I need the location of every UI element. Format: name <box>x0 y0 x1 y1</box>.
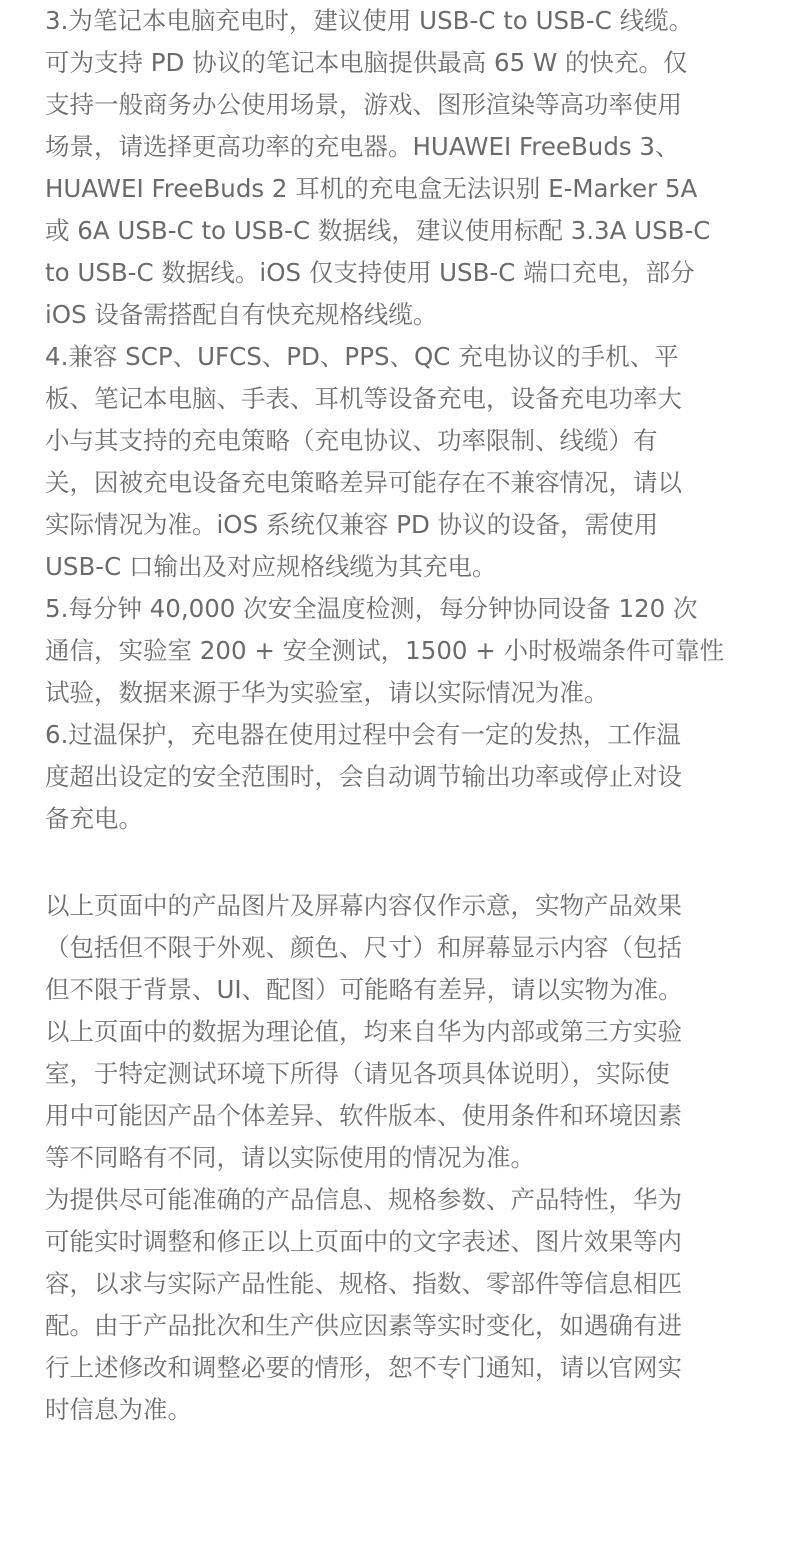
text-line: 行上述修改和调整必要的情形，恕不专门通知，请以官网实 <box>45 1353 682 1382</box>
text-line: 度超出设定的安全范围时，会自动调节输出功率或停止对设 <box>45 762 682 791</box>
text-line: （包括但不限于外观、颜色、尺寸）和屏幕显示内容（包括 <box>45 933 682 962</box>
footnotes-section <box>45 0 724 840</box>
text-line: 小与其支持的充电策略（充电协议、功率限制、线缆）有 <box>45 426 658 455</box>
text-line: 关，因被充电设备充电策略差异可能存在不兼容情况，请以 <box>45 468 682 497</box>
text-line: 试验，数据来源于华为实验室，请以实际情况为准。 <box>45 678 609 707</box>
text-line: HUAWEI FreeBuds 2 耳机的充电盒无法识别 E-Marker 5A <box>45 174 698 203</box>
text-line: 以上页面中的产品图片及屏幕内容仅作示意，实物产品效果 <box>45 891 682 920</box>
text-line: 容，以求与实际产品性能、规格、指数、零部件等信息相匹 <box>45 1269 682 1298</box>
footnote-paragraph <box>45 588 724 714</box>
text-line: 配。由于产品批次和生产供应因素等实时变化，如遇确有进 <box>45 1311 682 1340</box>
text-line: to USB-C 数据线。iOS 仅支持使用 USB-C 端口充电，部分 <box>45 258 695 287</box>
text-line: 场景，请选择更高功率的充电器。HUAWEI FreeBuds 3、 <box>45 132 680 161</box>
footnote-paragraph <box>45 714 724 840</box>
text-line: 但不限于背景、UI、配图）可能略有差异，请以实物为准。 <box>45 975 683 1004</box>
text-line: 备充电。 <box>45 804 143 833</box>
text-line: 可能实时调整和修正以上页面中的文字表述、图片效果等内 <box>45 1227 682 1256</box>
text-line: 6.过温保护，充电器在使用过程中会有一定的发热，工作温 <box>45 720 681 749</box>
text-line: 通信，实验室 200 + 安全测试，1500 + 小时极端条件可靠性 <box>45 636 725 665</box>
footnote-paragraph <box>45 336 724 588</box>
text-line: 5.每分钟 40,000 次安全温度检测，每分钟协同设备 120 次 <box>45 594 698 623</box>
text-line: 支持一般商务办公使用场景，游戏、图形渲染等高功率使用 <box>45 90 682 119</box>
text-line: 用中可能因产品个体差异、软件版本、使用条件和环境因素 <box>45 1101 682 1130</box>
text-line: 或 6A USB-C to USB-C 数据线，建议使用标配 3.3A USB-C <box>45 216 711 245</box>
text-line: USB-C 口输出及对应规格线缆为其充电。 <box>45 552 497 581</box>
text-line: 时信息为准。 <box>45 1395 192 1424</box>
text-line: 实际情况为准。iOS 系统仅兼容 PD 协议的设备，需使用 <box>45 510 659 539</box>
footnote-paragraph <box>45 0 724 336</box>
text-line: 3.为笔记本电脑充电时，建议使用 USB-C to USB-C 线缆。 <box>45 6 694 35</box>
disclaimer-section <box>45 885 683 1431</box>
disclaimer-paragraph <box>45 1011 683 1179</box>
text-line: 为提供尽可能准确的产品信息、规格参数、产品特性，华为 <box>45 1185 682 1214</box>
text-line: 可为支持 PD 协议的笔记本电脑提供最高 65 W 的快充。仅 <box>45 48 688 77</box>
disclaimer-paragraph <box>45 885 683 1011</box>
text-line: 板、笔记本电脑、手表、耳机等设备充电，设备充电功率大 <box>45 384 682 413</box>
text-line: iOS 设备需搭配自有快充规格线缆。 <box>45 300 438 329</box>
text-line: 室，于特定测试环境下所得（请见各项具体说明），实际使 <box>45 1059 670 1088</box>
text-line: 4.兼容 SCP、UFCS、PD、PPS、QC 充电协议的手机、平 <box>45 342 679 371</box>
text-line: 等不同略有不同，请以实际使用的情况为准。 <box>45 1143 535 1172</box>
disclaimer-paragraph <box>45 1179 683 1431</box>
text-line: 以上页面中的数据为理论值，均来自华为内部或第三方实验 <box>45 1017 682 1046</box>
